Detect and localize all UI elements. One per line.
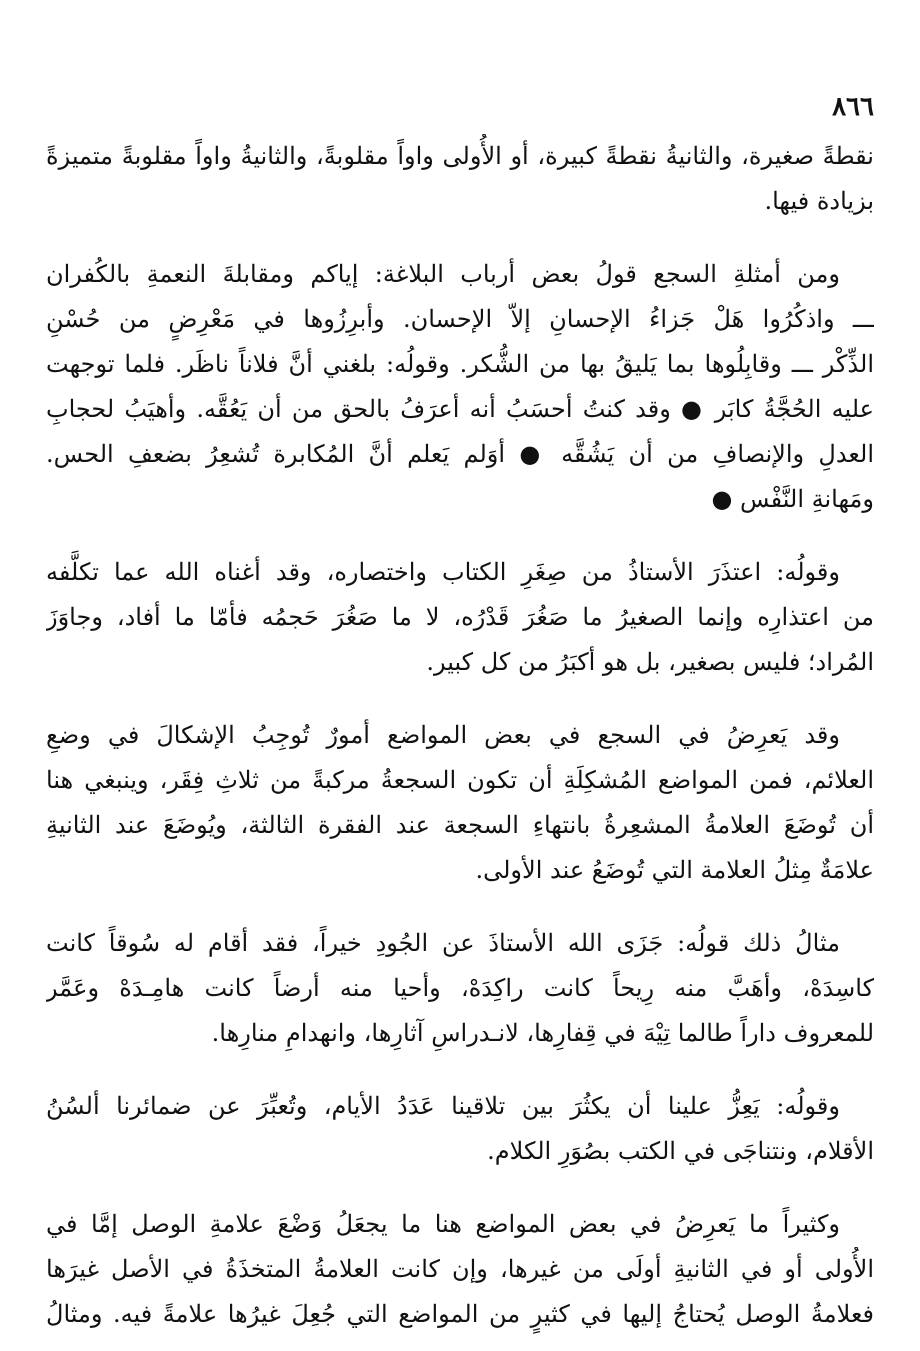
text-line: الذِّكْر ـــ وقابِلُوها بما يَليقُ بها من الشُّكر. وقولُه: بلغني أنَّ فلاناً ناظَر. فلما توجهت bbox=[46, 350, 874, 378]
paragraph-gap bbox=[46, 522, 874, 550]
paragraph-gap bbox=[46, 893, 874, 921]
text-line: وقد يَعرِضُ في السجع في بعض المواضع أمورٌ تُوجِبُ الإشكالَ في وضعِ bbox=[46, 721, 840, 749]
paragraph-gap bbox=[46, 1174, 874, 1202]
paragraph bbox=[46, 1202, 874, 1337]
page-body bbox=[46, 134, 874, 1337]
paragraph bbox=[46, 252, 874, 522]
paragraph-gap bbox=[46, 1056, 874, 1084]
text-line: من اعتذارِه وإنما الصغيرُ ما صَغُرَ قَدْرُه، لا ما صَغُرَ حَجمُه فأمّا ما أفاد، وجاوَزَ bbox=[46, 603, 874, 631]
text-line: وكثيراً ما يَعرِضُ في بعض المواضع هنا ما يجعَلُ وَضْعَ علامةِ الوصل إمَّا في bbox=[46, 1210, 840, 1238]
paragraph bbox=[46, 1084, 874, 1174]
text-line: العلائم، فمن المواضع المُشكِلَةِ أن تكون السجعةُ مركبةً من ثلاثِ فِقَر، وينبغي هنا bbox=[46, 766, 874, 794]
text-line: كاسِدَهْ، وأهَبَّ منه رِيحاً كانت راكِدَهْ، وأحيا منه أرضاً كانت هامِـدَهْ وعَمَّر bbox=[46, 974, 874, 1002]
paragraph bbox=[46, 713, 874, 893]
paragraph-gap bbox=[46, 685, 874, 713]
text-line: ـــ واذكُرُوا هَلْ جَزاءُ الإحسانِ إلاّ الإحسان. وأبرِزُوها في مَعْرِضٍ من حُسْنِ bbox=[46, 305, 874, 333]
paragraph-gap bbox=[46, 224, 874, 252]
text-line: الأقلام، ونتناجَى في الكتب بصُوَرِ الكلام. bbox=[487, 1137, 874, 1165]
text-line: المُراد؛ فليس بصغير، بل هو أكبَرُ من كل كبير. bbox=[426, 648, 874, 676]
text-line: وقولُه: اعتذَرَ الأستاذُ من صِغَرِ الكتاب واختصاره، وقد أغناه الله عما تكلَّفه bbox=[46, 558, 840, 586]
text-line: مثالُ ذلك قولُه: جَزَى الله الأستاذَ عن الجُودِ خيراً، فقد أقام له سُوقاً كانت bbox=[46, 929, 840, 957]
text-line: عليه الحُجَّةُ كابَر ● وقد كنتُ أحسَبُ أنه أعرَفُ بالحق من أن يَعُقَّه. وأهيَبُ لحجابِ bbox=[46, 395, 874, 423]
text-line: بزيادة فيها. bbox=[764, 187, 874, 215]
text-line: الأُولى أو في الثانيةِ أولَى من غيرها، وإن كانت العلامةُ المتخذَةُ في الأصل غيرَها bbox=[46, 1255, 874, 1283]
text-line: علامَةٌ مِثلُ العلامة التي تُوضَعُ عند الأولى. bbox=[475, 856, 874, 884]
text-line: فعلامةُ الوصل يُحتاجُ إليها في كثيرٍ من المواضع التي جُعِلَ غيرُها علامةً فيه. ومثالُ bbox=[46, 1300, 874, 1328]
text-line: ومن أمثلةِ السجع قولُ بعض أرباب البلاغة: إياكم ومقابلةَ النعمةِ بالكُفران bbox=[46, 260, 840, 288]
text-line: للمعروف داراً طالما تِيْهَ في قِفارِها، لانـدراسِ آثارِها، وانهدامِ منارِها. bbox=[211, 1019, 874, 1047]
text-line: العدلِ والإنصافِ من أن يَشُقَّه ● أوَلم يَعلم أنَّ المُكابرة تُشعِرُ بضعفِ الحس. bbox=[46, 440, 874, 468]
paragraph bbox=[46, 134, 874, 224]
page-number: ٨٦٦ bbox=[832, 92, 874, 122]
text-line: أن تُوضَعَ العلامةُ المشعِرةُ بانتهاءِ السجعة عند الفقرة الثالثة، ويُوضَعَ عند الثانيةِ bbox=[46, 811, 874, 839]
paragraph bbox=[46, 921, 874, 1056]
text-line: نقطةً صغيرة، والثانيةُ نقطةً كبيرة، أو الأُولى واواً مقلوبةً، والثانيةُ واواً مقلوبةً متميزةً bbox=[46, 142, 874, 170]
text-line: وقولُه: يَعِزُّ علينا أن يكثُرَ بين تلاقينا عَدَدُ الأيام، وتُعبِّرَ عن ضمائرنا ألسُنُ bbox=[46, 1092, 840, 1120]
text-line: ومَهانةِ النَّفْس ● bbox=[711, 485, 874, 513]
paragraph bbox=[46, 550, 874, 685]
